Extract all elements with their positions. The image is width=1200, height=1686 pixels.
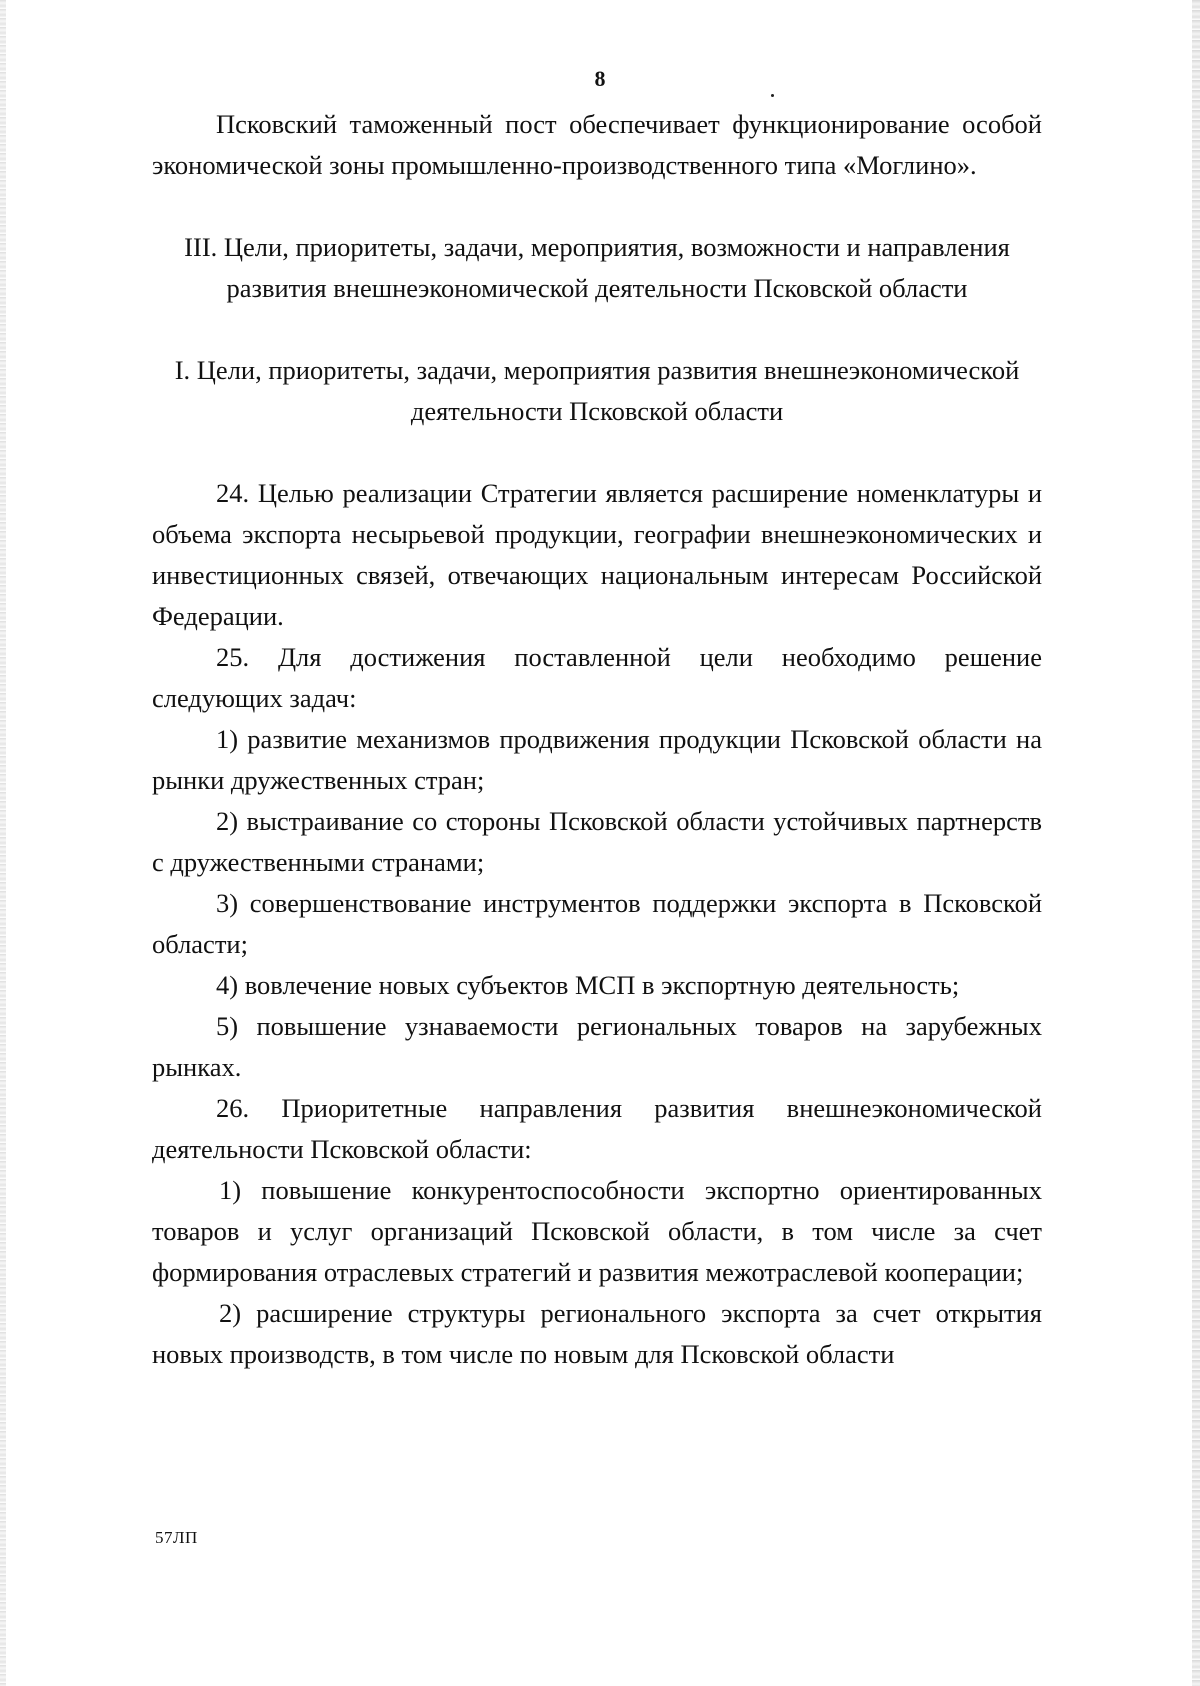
subsection-heading-i: I. Цели, приоритеты, задачи, мероприятия развития внешнеэкономической деятельности Псковской области — [174, 355, 1020, 426]
scan-edge-right — [1192, 0, 1200, 1686]
paragraph-26: 26. Приоритетные направления развития внешнеэкономической деятельности Псковской области: — [152, 1093, 1042, 1164]
paragraph-25: 25. Для достижения поставленной цели необходимо решение следующих задач: — [152, 642, 1042, 713]
section-heading-iii: III. Цели, приоритеты, задачи, мероприятия, возможности и направления развития внешнеэкономической деятельности Псковской области — [184, 232, 1010, 303]
list-item-25-3: 3) совершенствование инструментов поддержки экспорта в Псковской области; — [152, 888, 1042, 959]
page-number: 8 — [594, 66, 606, 91]
document-body — [152, 104, 1042, 1375]
list-item-25-1: 1) развитие механизмов продвижения продукции Псковской области на рынки дружественных стран; — [152, 724, 1042, 795]
list-item-25-5: 5) повышение узнаваемости региональных товаров на зарубежных рынках. — [152, 1011, 1042, 1082]
list-item-26-2: 2) расширение структуры регионального экспорта за счет открытия новых производств, в том числе по новым для Псковской области — [152, 1298, 1042, 1369]
scan-edge-left — [0, 0, 6, 1686]
paragraph-24: 24. Целью реализации Стратегии является расширение номенклатуры и объема экспорта несырьевой продукции, географии внешнеэкономических и инвестиционных связей, отвечающих национальным интересам Российской Федерации. — [152, 478, 1042, 631]
list-item-25-4: 4) вовлечение новых субъектов МСП в экспортную деятельность; — [216, 970, 960, 1000]
footer-document-code: 57ЛП — [155, 1528, 198, 1547]
paragraph-customs-post: Псковский таможенный пост обеспечивает функционирование особой экономической зоны промышленно-производственного типа «Моглино». — [152, 109, 1042, 180]
list-item-26-1: 1) повышение конкурентоспособности экспортно ориентированных товаров и услуг организаций Псковской области, в том числе за счет формирования отраслевых стратегий и развития межотраслевой кооперации; — [152, 1175, 1042, 1287]
list-item-25-2: 2) выстраивание со стороны Псковской области устойчивых партнерств с дружественными странами; — [152, 806, 1042, 877]
scan-speck — [771, 94, 774, 97]
